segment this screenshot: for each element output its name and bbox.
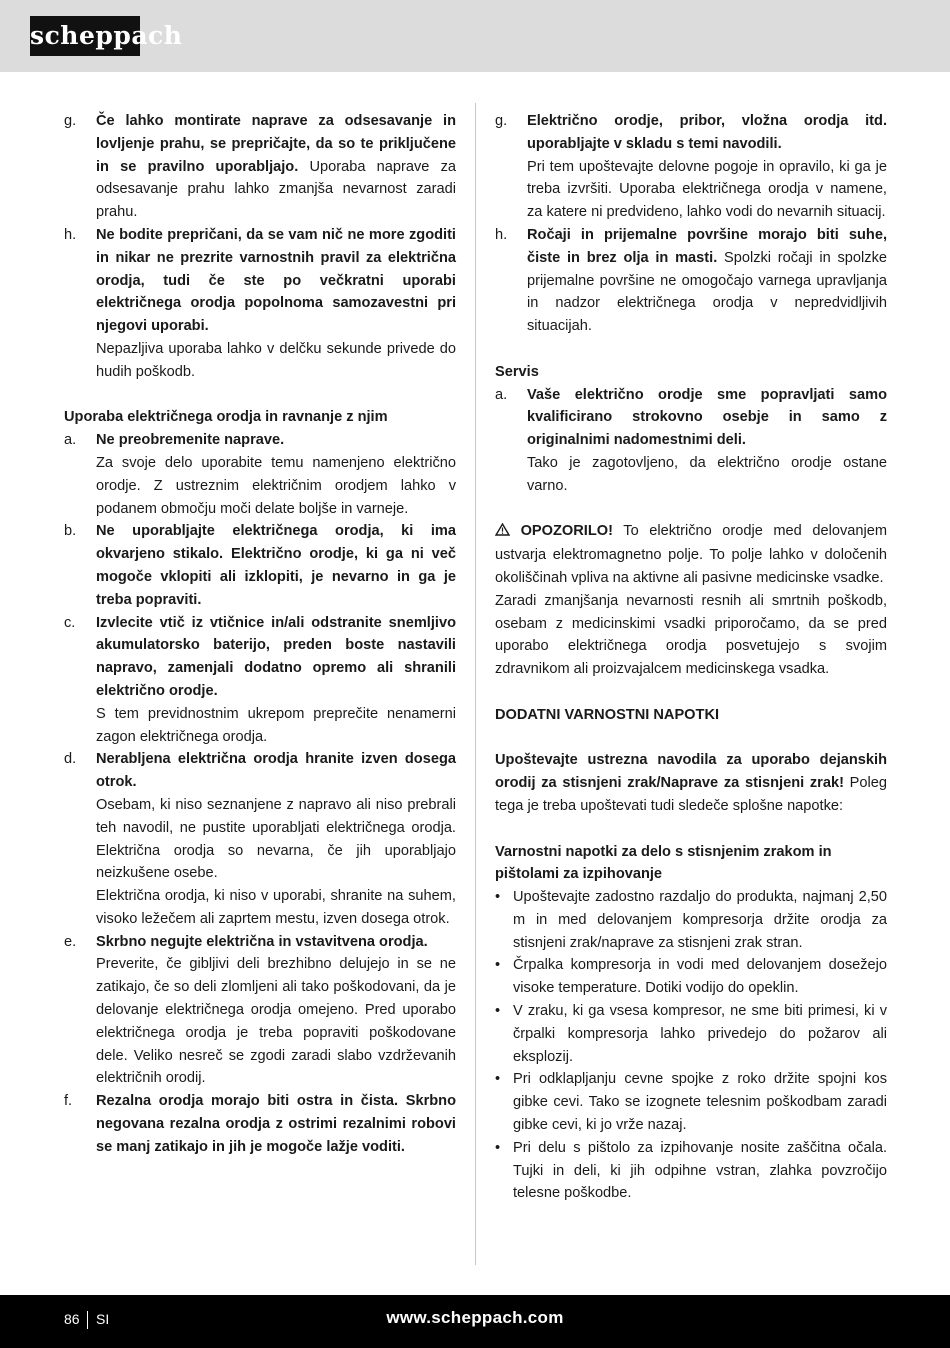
item-normal-text: Nepazljiva uporaba lahko v delčku sekunde privede do hudih poškodb. (96, 340, 456, 380)
item-label: h. (64, 226, 77, 243)
list-item-d (64, 748, 456, 930)
item-bold-text: Vaše električno orodje sme popravljati samo kvalificirano strokovno osebje in samo z originalnimi nadomestnimi deli. (527, 386, 887, 449)
page-number: 86 (64, 1311, 80, 1327)
list-item-c (64, 612, 456, 749)
bullet-item (495, 1137, 887, 1205)
bullet-text: Črpalka kompresorja in vodi med delovanjem dosežejo visoke temperature. Dotiki vodijo do opeklin. (513, 957, 887, 997)
item-label: e. (64, 933, 77, 950)
item-bold-text: Ne preobremenite naprave. (96, 432, 285, 449)
item-normal-text: Preverite, če gibljivi deli brezhibno delujejo in se ne zatikajo, če so deli zlomljeni ali tako poškodovani, da je delovanje električnega orodja omejeno. Pred uporabo električnega orodja je treba popraviti poškodovane dele. Veliko nesreč se zgodi zaradi slabo vzdrževanih električnih orodij. (96, 956, 456, 1087)
item-text (96, 110, 456, 224)
warning-text: To električno orodje med delovanjem ustvarja elektromagnetno polje. To polje lahko v določenih okoliščinah vpliva na aktivne ali pasivne medicinske vsadke. (495, 523, 887, 586)
item-label: g. (64, 113, 77, 129)
item-label: b. (64, 523, 77, 540)
item-label: c. (64, 614, 76, 631)
column-divider (475, 103, 476, 1265)
item-label: d. (64, 751, 77, 768)
item-normal-text: S tem previdnostnim ukrepom preprečite nenamerni zagon električnega orodja. (96, 705, 456, 745)
servis-heading: Servis (495, 363, 539, 380)
scheppach-logo: scheppach (30, 16, 140, 56)
list-item-b (64, 520, 456, 611)
page-footer (0, 1295, 950, 1348)
list-item-a (495, 384, 887, 498)
bullet-dot: • (495, 1139, 501, 1156)
compressed-air-paragraph (495, 749, 887, 817)
list-item-g (495, 110, 887, 224)
blow-gun-heading: Varnostni napotki za delo s stisnjenim zrakom in pištolami za izpihovanje (495, 843, 832, 883)
item-label: a. (495, 386, 508, 403)
bullet-text: Pri delu s pištolo za izpihovanje nosite zaščitna očala. Tujki in deli, ki jih odpihne vstran, zlahka povzročijo telesne poškodbe. (513, 1139, 887, 1202)
item-bold-text: Skrbno negujte električna in vstavitvena orodja. (96, 933, 428, 950)
list-item-e (64, 931, 456, 1091)
website-url: www.scheppach.com (386, 1308, 564, 1327)
item-bold-text: Izvlecite vtič iz vtičnice in/ali odstranite snemljivo akumulatorsko baterijo, preden boste nastavili napravo, zamenjali dodatno opremo ali shranili električno orodje. (96, 614, 456, 699)
bullet-item (495, 1000, 887, 1068)
list-item-f (64, 1090, 456, 1158)
compressed-bold-text: Upoštevajte ustrezna navodila za uporabo dejanskih orodij za stisnjeni zrak/Naprave za stisnjeni zrak! (495, 752, 887, 792)
bullet-item (495, 954, 887, 1000)
right-column (495, 110, 887, 1205)
language-code: SI (96, 1311, 110, 1327)
bullet-text: V zraku, ki ga vsesa kompresor, ne sme biti primesi, ki v črpalki kompresorja lahko privedejo do požarov ali eksplozij. (513, 1003, 887, 1065)
item-bold-text: Električno orodje, pribor, vložna orodja itd. uporabljajte v skladu s temi navodili. (527, 113, 887, 152)
list-item-h (495, 224, 887, 338)
bullet-dot: • (495, 889, 501, 906)
list-item-a (64, 429, 456, 520)
item-bold-text: Rezalna orodja morajo biti ostra in čista. Skrbno negovana rezalna orodja z ostrimi rezalnimi robovi se manj zatikajo in jih je mogoče lažje voditi. (96, 1093, 456, 1155)
bullet-dot: • (495, 1003, 501, 1020)
item-bold-text: Ročaji in prijemalne površine morajo biti suhe, čiste in brez olja in masti. (527, 226, 887, 266)
item-normal-text: Osebam, ki niso seznanjene z napravo ali niso prebrali teh navodil, ne pustite uporabljati električnega orodja. Električna orodja so nevarna, če jih uporabljajo neizkušene osebe. (96, 796, 456, 882)
item-normal-text: Za svoje delo uporabite temu namenjeno električno orodje. Z ustreznim električnim orodjem lahko v podanem območju moči delate boljše in varneje. (96, 454, 456, 517)
item-label: h. (495, 226, 508, 243)
warning-paragraph (495, 520, 887, 589)
warning-label: OPOZORILO! (520, 523, 613, 540)
item-normal-text: Pri tem upoštevajte delovne pogoje in opravilo, ki ga je treba izvršiti. Uporaba električnega orodja v namene, za katere ni predvideno, lahko vodi do nevarnih situacij. (527, 158, 887, 221)
warning-paragraph-2: Zaradi zmanjšanja nevarnosti resnih ali smrtnih poškodb, osebam z medicinskimi vsadki priporočamo, da se pred uporabo električnega orodja posvetujejo s svojim zdravnikom ali proizvajalcem medicinskega vsadka. (495, 592, 887, 678)
item-bold-text: Ne bodite prepričani, da se vam nič ne more zgoditi in nikar ne prezrite varnostnih pravil za električna orodja, tudi če ste po večkratni uporabi električnega orodja popolnoma samozavestni pri njegovi uporabi. (96, 226, 456, 335)
item-normal-text: Tako je zagotovljeno, da električno orodje ostane varno. (527, 454, 887, 494)
bullet-dot: • (495, 1071, 501, 1088)
item-normal-text-2: Električna orodja, ki niso v uporabi, shranite na suhem, visoko ležečem ali zaprtem mestu, izven dosega otrok. (96, 888, 456, 927)
item-label: g. (495, 113, 508, 129)
extra-safety-heading: DODATNI VARNOSTNI NAPOTKI (495, 706, 720, 723)
bullet-dot: • (495, 957, 501, 974)
bullet-item (495, 1068, 887, 1136)
item-bold-text: Ne uporabljajte električnega orodja, ki ima okvarjeno stikalo. Električno orodje, ki ga ni več mogoče vklopiti ali izklopiti, je nevarno in ga je treba popraviti. (96, 523, 456, 608)
item-bold-text: Nerabljena električna orodja hranite izven dosega otrok. (96, 751, 456, 791)
list-item-h (64, 224, 456, 384)
item-label: f. (64, 1093, 73, 1110)
section-heading: Uporaba električnega orodja in ravnanje z njim (64, 409, 388, 426)
item-label: a. (64, 432, 77, 449)
left-column (64, 110, 456, 1159)
page-header (0, 0, 950, 72)
compressed-normal-text: Poleg tega je treba upoštevati tudi sledeče splošne napotke: (495, 775, 887, 814)
item-bold-text: Če lahko montirate naprave za odsesavanje in lovljenje prahu, se prepričajte, da so te priključene in se pravilno uporabljajo. (96, 113, 456, 175)
item-text (527, 224, 887, 338)
bullet-text: Upoštevajte zadostno razdaljo do produkta, najmanj 2,50 m in med delovanjem kompresorja držite orodja za stisnjeni zrak/naprave za stisnjeni zrak stran. (513, 889, 887, 951)
item-normal-text: Uporaba naprave za odsesavanje prahu lahko zmanjša nevarnost zaradi prahu. (96, 158, 456, 221)
item-normal-text: Spolzki ročaji in spolzke prijemalne površine ne omogočajo varnega upravljanja in nadzor električnega orodja v nepredvidljivih situacijah. (527, 249, 887, 335)
warning-triangle-icon (495, 521, 510, 544)
bullet-text: Pri odklapljanju cevne spojke z roko držite spojni kos gibke cevi. Tako se izognete telesnim poškodbam zaradi gibke cevi, ki jo vrže nazaj. (513, 1071, 887, 1134)
list-item-g (64, 110, 456, 224)
bullet-item (495, 886, 887, 954)
